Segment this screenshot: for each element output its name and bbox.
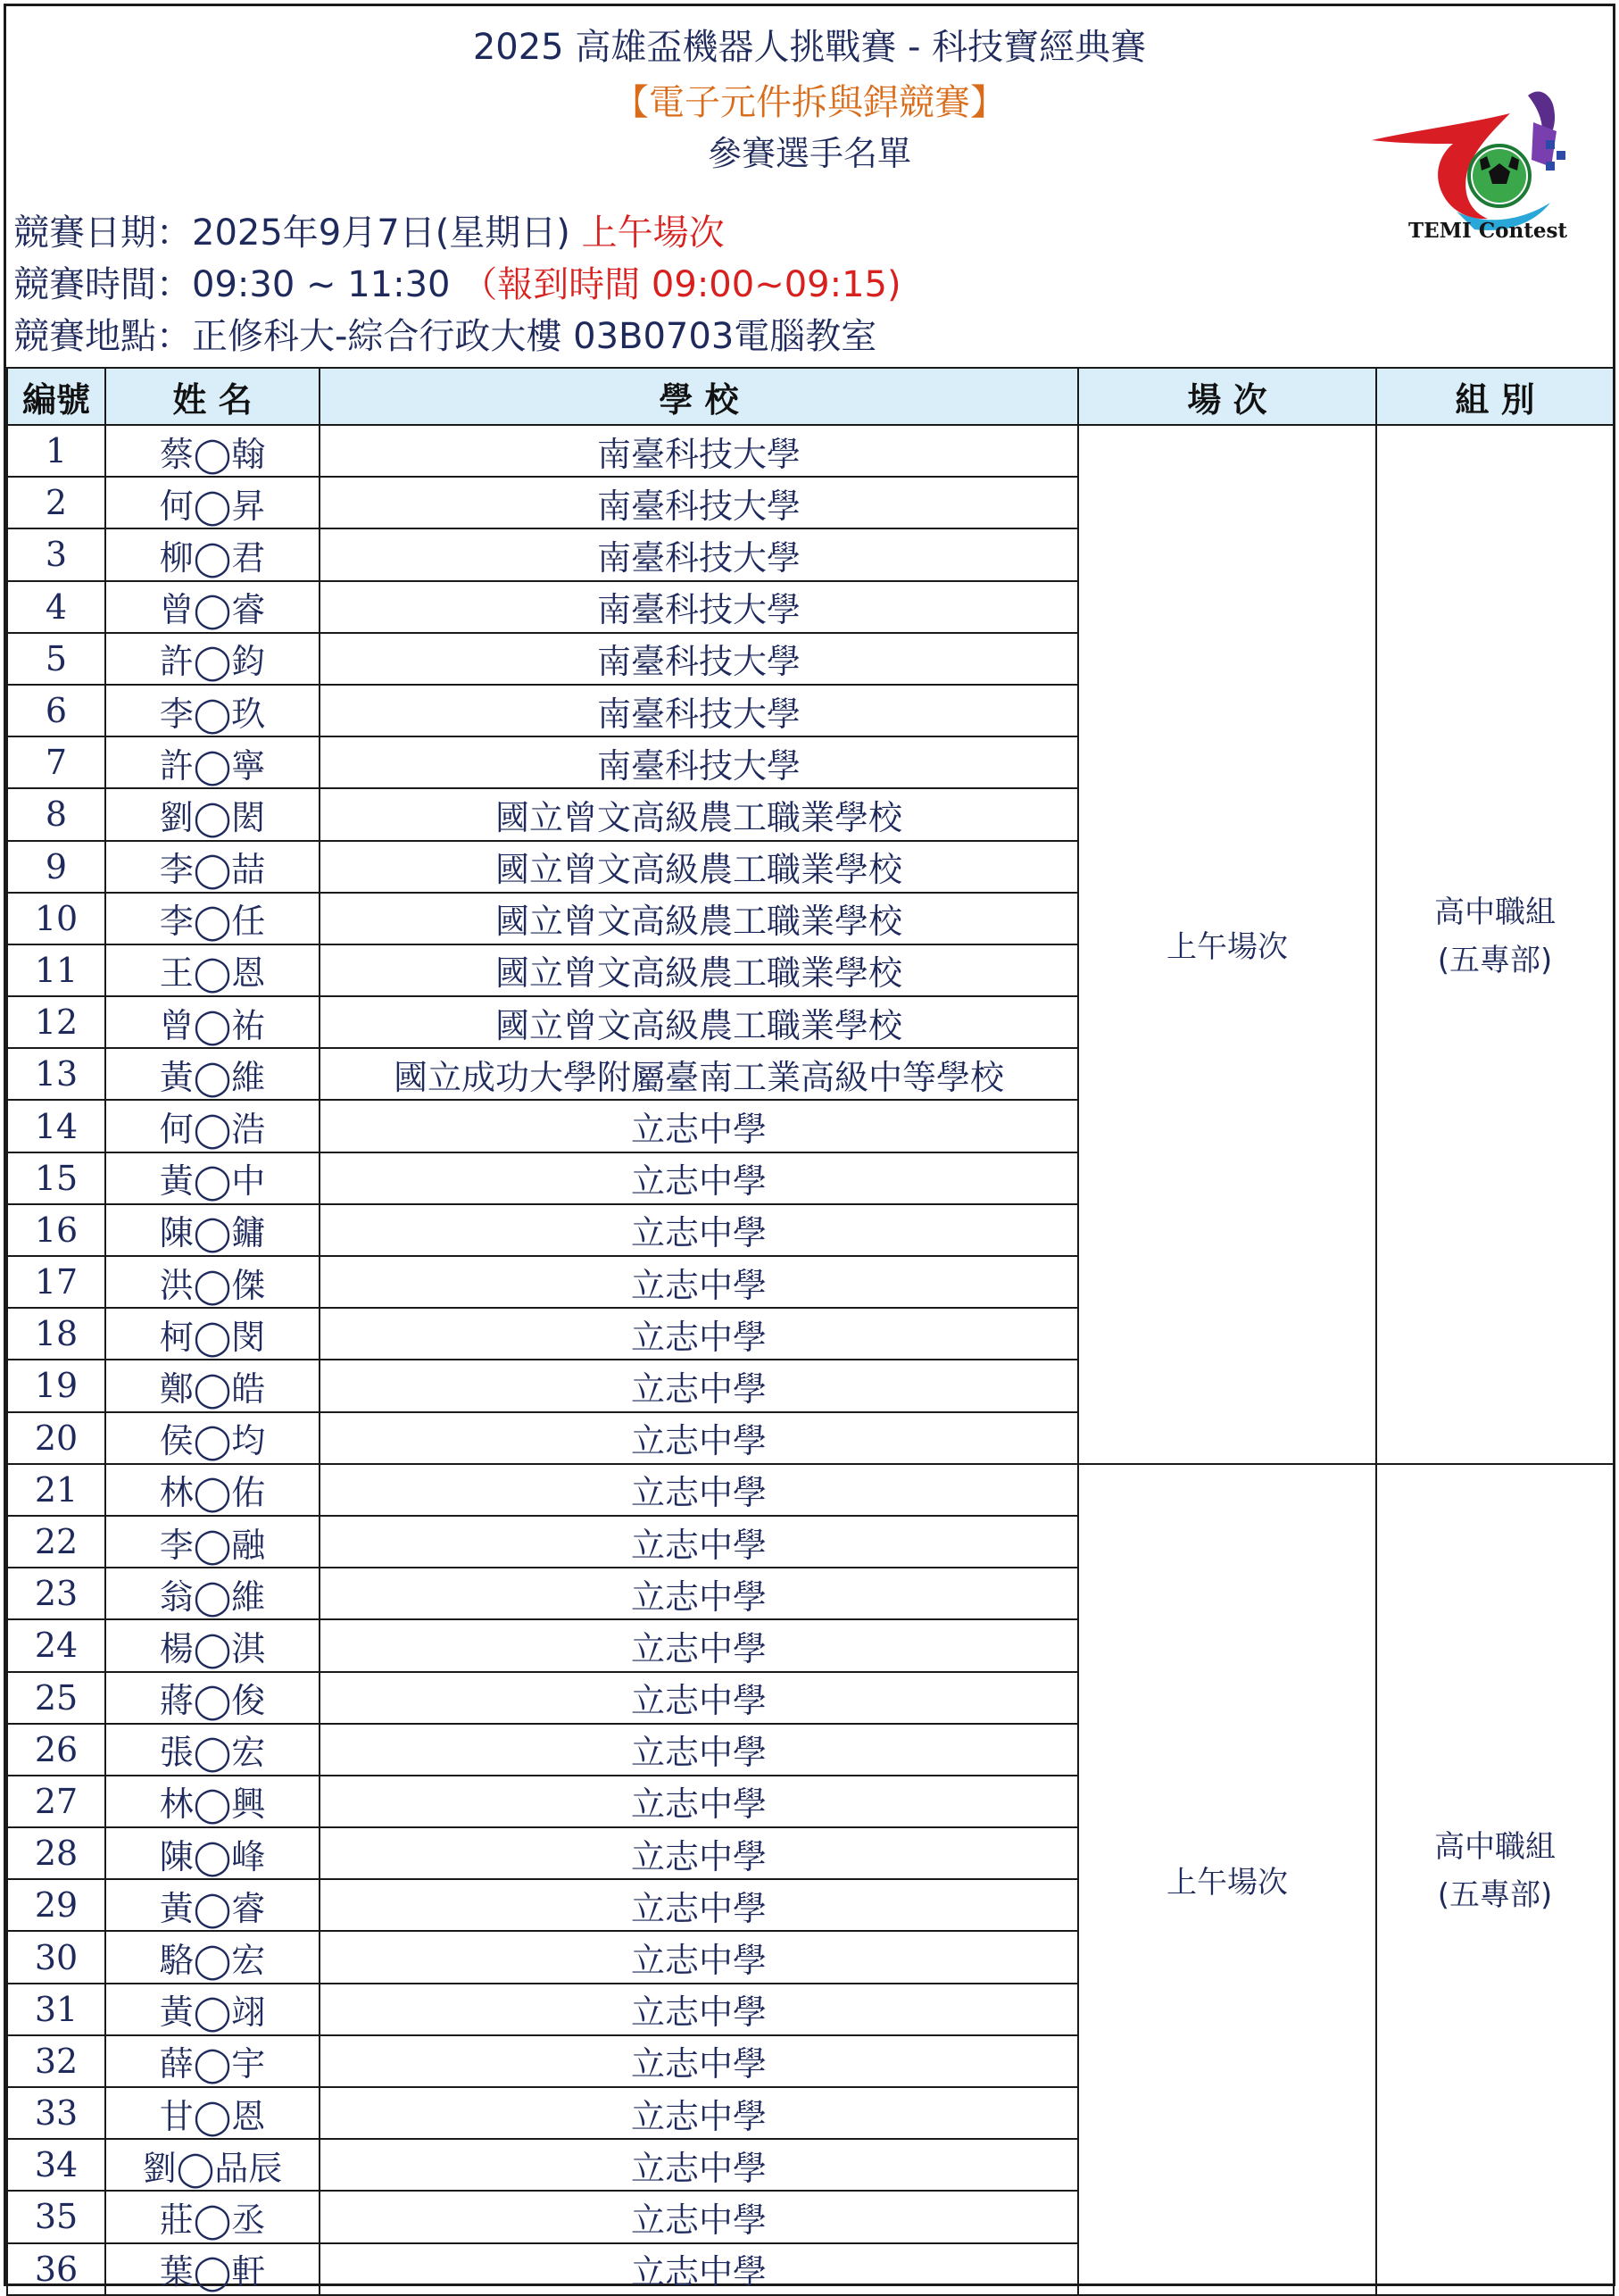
cell-number: 23 — [7, 1568, 105, 1619]
cell-number: 28 — [7, 1827, 105, 1879]
cell-name: 楊◯淇 — [105, 1619, 320, 1671]
checkin-time: （報到時間 09:00~09:15) — [461, 264, 901, 305]
cell-number: 7 — [7, 736, 105, 788]
cell-name: 黃◯中 — [105, 1152, 320, 1204]
cell-school: 立志中學 — [320, 2243, 1078, 2295]
cell-school: 國立曾文高級農工職業學校 — [320, 841, 1078, 893]
cell-school: 立志中學 — [320, 2139, 1078, 2191]
cell-name: 李◯任 — [105, 893, 320, 944]
document-page — [4, 4, 1615, 2292]
cell-number: 25 — [7, 1672, 105, 1724]
cell-number: 4 — [7, 581, 105, 633]
cell-name: 柯◯閔 — [105, 1308, 320, 1360]
division-line1: 高中職組 — [1434, 1829, 1556, 1866]
cell-number: 1 — [7, 425, 105, 477]
header-session: 場 次 — [1078, 368, 1376, 425]
cell-school: 南臺科技大學 — [320, 528, 1078, 580]
cell-name: 李◯喆 — [105, 841, 320, 893]
cell-name: 劉◯品辰 — [105, 2139, 320, 2191]
cell-number: 19 — [7, 1360, 105, 1411]
cell-school: 立志中學 — [320, 1100, 1078, 1152]
cell-name: 莊◯丞 — [105, 2191, 320, 2242]
cell-name: 薛◯宇 — [105, 2035, 320, 2087]
cell-name: 林◯佑 — [105, 1464, 320, 1516]
cell-school: 南臺科技大學 — [320, 425, 1078, 477]
cell-number: 20 — [7, 1412, 105, 1464]
cell-number: 31 — [7, 1984, 105, 2035]
cell-name: 李◯融 — [105, 1516, 320, 1568]
cell-name: 何◯昇 — [105, 477, 320, 528]
cell-number: 30 — [7, 1931, 105, 1983]
header-school: 學 校 — [320, 368, 1078, 425]
cell-name: 柳◯君 — [105, 528, 320, 580]
header-division: 組 別 — [1376, 368, 1614, 425]
cell-school: 國立曾文高級農工職業學校 — [320, 893, 1078, 944]
cell-number: 14 — [7, 1100, 105, 1152]
cell-school: 立志中學 — [320, 1256, 1078, 1308]
cell-number: 3 — [7, 528, 105, 580]
division-line2: (五專部) — [1437, 1877, 1553, 1914]
cell-school: 立志中學 — [320, 2087, 1078, 2139]
cell-division — [1376, 1464, 1614, 2295]
cell-name: 甘◯恩 — [105, 2087, 320, 2139]
cell-school: 立志中學 — [320, 1568, 1078, 1619]
cell-number: 5 — [7, 633, 105, 685]
document-title: 2025 高雄盃機器人挑戰賽 - 科技寶經典賽 — [472, 27, 1147, 68]
cell-name: 曾◯睿 — [105, 581, 320, 633]
cell-name: 葉◯軒 — [105, 2243, 320, 2295]
cell-number: 13 — [7, 1048, 105, 1100]
table-row — [7, 425, 1614, 477]
cell-number: 2 — [7, 477, 105, 528]
cell-school: 南臺科技大學 — [320, 685, 1078, 736]
cell-name: 曾◯祐 — [105, 996, 320, 1048]
cell-school: 國立成功大學附屬臺南工業高級中等學校 — [320, 1048, 1078, 1100]
header-number: 編號 — [7, 368, 105, 425]
cell-school: 立志中學 — [320, 2035, 1078, 2087]
cell-number: 21 — [7, 1464, 105, 1516]
cell-name: 黃◯睿 — [105, 1879, 320, 1931]
cell-school: 南臺科技大學 — [320, 633, 1078, 685]
cell-number: 17 — [7, 1256, 105, 1308]
header-name: 姓 名 — [105, 368, 320, 425]
cell-school: 南臺科技大學 — [320, 581, 1078, 633]
place-value: 正修科大-綜合行政大樓 03B0703電腦教室 — [192, 316, 877, 357]
cell-school: 立志中學 — [320, 1672, 1078, 1724]
time-label: 競賽時間： — [13, 264, 192, 305]
date-value: 2025年9月7日(星期日) — [192, 212, 570, 254]
cell-name: 侯◯均 — [105, 1412, 320, 1464]
cell-number: 34 — [7, 2139, 105, 2191]
cell-school: 立志中學 — [320, 1464, 1078, 1516]
participant-table — [6, 367, 1615, 2296]
cell-session: 上午場次 — [1078, 425, 1376, 1464]
cell-name: 張◯宏 — [105, 1724, 320, 1776]
cell-school: 立志中學 — [320, 1776, 1078, 1827]
cell-number: 35 — [7, 2191, 105, 2242]
cell-school: 立志中學 — [320, 1879, 1078, 1931]
cell-school: 立志中學 — [320, 1308, 1078, 1360]
cell-school: 立志中學 — [320, 1827, 1078, 1879]
cell-school: 立志中學 — [320, 2191, 1078, 2242]
event-subtitle: 【電子元件拆與銲競賽】 — [613, 82, 1006, 123]
cell-school: 南臺科技大學 — [320, 736, 1078, 788]
cell-number: 12 — [7, 996, 105, 1048]
list-title: 參賽選手名單 — [707, 134, 911, 173]
cell-name: 黃◯翊 — [105, 1984, 320, 2035]
cell-number: 26 — [7, 1724, 105, 1776]
cell-name: 李◯玖 — [105, 685, 320, 736]
place-label: 競賽地點： — [13, 316, 192, 357]
cell-number: 10 — [7, 893, 105, 944]
cell-number: 18 — [7, 1308, 105, 1360]
cell-name: 劉◯閎 — [105, 788, 320, 840]
info-date — [13, 204, 725, 255]
cell-session: 上午場次 — [1078, 1464, 1376, 2295]
cell-name: 許◯寧 — [105, 736, 320, 788]
cell-number: 9 — [7, 841, 105, 893]
cell-number: 16 — [7, 1204, 105, 1256]
cell-school: 立志中學 — [320, 1619, 1078, 1671]
division-line1: 高中職組 — [1434, 894, 1556, 930]
cell-number: 8 — [7, 788, 105, 840]
info-place — [13, 308, 876, 359]
date-label: 競賽日期： — [13, 212, 192, 254]
division-line2: (五專部) — [1437, 942, 1553, 978]
cell-number: 36 — [7, 2243, 105, 2295]
cell-name: 黃◯維 — [105, 1048, 320, 1100]
cell-number: 24 — [7, 1619, 105, 1671]
cell-number: 6 — [7, 685, 105, 736]
cell-school: 立志中學 — [320, 1931, 1078, 1983]
cell-number: 15 — [7, 1152, 105, 1204]
cell-number: 27 — [7, 1776, 105, 1827]
cell-name: 何◯浩 — [105, 1100, 320, 1152]
cell-number: 22 — [7, 1516, 105, 1568]
logo-text: TEMI Contest — [1407, 219, 1568, 243]
cell-name: 陳◯峰 — [105, 1827, 320, 1879]
cell-school: 國立曾文高級農工職業學校 — [320, 996, 1078, 1048]
cell-name: 駱◯宏 — [105, 1931, 320, 1983]
cell-school: 立志中學 — [320, 1360, 1078, 1411]
cell-name: 林◯興 — [105, 1776, 320, 1827]
cell-school: 國立曾文高級農工職業學校 — [320, 944, 1078, 996]
cell-name: 王◯恩 — [105, 944, 320, 996]
cell-division — [1376, 425, 1614, 1464]
cell-name: 翁◯維 — [105, 1568, 320, 1619]
cell-school: 立志中學 — [320, 1412, 1078, 1464]
date-session: 上午場次 — [581, 212, 725, 254]
cell-school: 國立曾文高級農工職業學校 — [320, 788, 1078, 840]
cell-school: 南臺科技大學 — [320, 477, 1078, 528]
cell-name: 鄭◯皓 — [105, 1360, 320, 1411]
cell-name: 陳◯鏞 — [105, 1204, 320, 1256]
table-body — [7, 425, 1614, 2295]
info-time — [13, 256, 901, 307]
cell-name: 蔣◯俊 — [105, 1672, 320, 1724]
cell-school: 立志中學 — [320, 1152, 1078, 1204]
time-value: 09:30 ~ 11:30 — [192, 264, 451, 305]
cell-number: 32 — [7, 2035, 105, 2087]
cell-name: 蔡◯翰 — [105, 425, 320, 477]
cell-name: 許◯鈞 — [105, 633, 320, 685]
cell-school: 立志中學 — [320, 1724, 1078, 1776]
cell-number: 33 — [7, 2087, 105, 2139]
table-row — [7, 1464, 1614, 1516]
table-header-row — [7, 368, 1614, 425]
cell-school: 立志中學 — [320, 1516, 1078, 1568]
cell-school: 立志中學 — [320, 1984, 1078, 2035]
cell-number: 11 — [7, 944, 105, 996]
cell-number: 29 — [7, 1879, 105, 1931]
cell-school: 立志中學 — [320, 1204, 1078, 1256]
cell-name: 洪◯傑 — [105, 1256, 320, 1308]
